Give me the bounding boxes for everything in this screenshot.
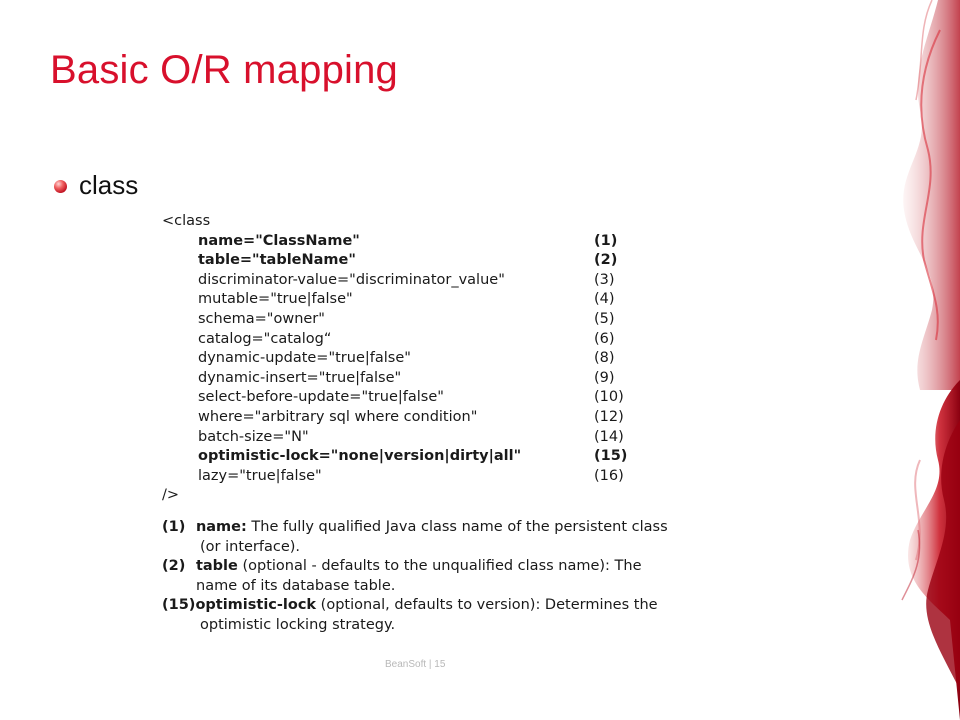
bullet-icon (54, 180, 67, 193)
note-line (162, 557, 742, 577)
note-number: (15) (162, 597, 196, 614)
code-ref-number: (16) (594, 467, 624, 484)
red-smoke-decoration (820, 0, 960, 720)
code-attribute: optimistic-lock="none|version|dirty|all" (198, 448, 522, 465)
notes-block (162, 518, 742, 636)
code-attribute: batch-size="N" (198, 428, 309, 445)
code-ref-number: (10) (594, 389, 624, 406)
code-ref-number: (15) (594, 448, 628, 465)
code-ref-number: (2) (594, 252, 618, 269)
code-attribute: catalog="catalog“ (198, 330, 332, 347)
note-continuation (162, 538, 742, 558)
code-attribute: table="tableName" (198, 252, 356, 269)
code-ref-number: (8) (594, 350, 615, 367)
code-attribute: where="arbitrary sql where condition" (198, 408, 478, 425)
note-text: (optional, defaults to version): Determines the (316, 597, 658, 614)
note-number: (1) (162, 519, 186, 535)
note-line (162, 518, 742, 538)
note-term: name: (195, 519, 247, 535)
note-continuation (162, 616, 742, 636)
slide-title: Basic O/R mapping (50, 48, 398, 92)
footer-text: BeanSoft | 15 (385, 659, 446, 670)
code-ref-number: (12) (594, 408, 624, 425)
note-line (162, 596, 742, 616)
code-attribute: dynamic-update="true|false" (198, 350, 411, 367)
code-attribute: select-before-update="true|false" (198, 389, 444, 406)
code-ref-number: (4) (594, 291, 615, 308)
code-ref-number: (6) (594, 330, 615, 347)
note-number: (2) (162, 558, 186, 575)
note-text: optimistic locking strategy. (200, 616, 396, 633)
code-ref-number: (3) (594, 271, 615, 288)
note-text: name of its database table. (196, 577, 396, 594)
note-text: (or interface). (200, 538, 301, 555)
code-attribute: schema="owner" (198, 310, 325, 327)
code-ref-number: (9) (594, 369, 615, 386)
note-continuation (162, 577, 742, 597)
code-attribute: name="ClassName" (198, 232, 360, 249)
bullet-item (54, 170, 138, 201)
code-attribute: dynamic-insert="true|false" (198, 369, 402, 386)
bullet-label: class (79, 170, 139, 200)
note-term: optimistic-lock (195, 597, 317, 614)
note-term: table (195, 558, 238, 575)
code-close-tag: /> (162, 487, 180, 504)
code-attribute: lazy="true|false" (198, 467, 322, 484)
code-attribute: mutable="true|false" (198, 291, 353, 308)
code-ref-number: (1) (594, 232, 618, 249)
note-text: (optional - defaults to the unqualified class name): The (237, 558, 642, 575)
code-attribute: discriminator-value="discriminator_value" (198, 271, 505, 288)
code-ref-number: (14) (594, 428, 624, 445)
note-text: The fully qualified Java class name of the persistent class (246, 519, 668, 535)
code-open-tag: <class (162, 213, 211, 229)
code-ref-number: (5) (594, 310, 615, 327)
